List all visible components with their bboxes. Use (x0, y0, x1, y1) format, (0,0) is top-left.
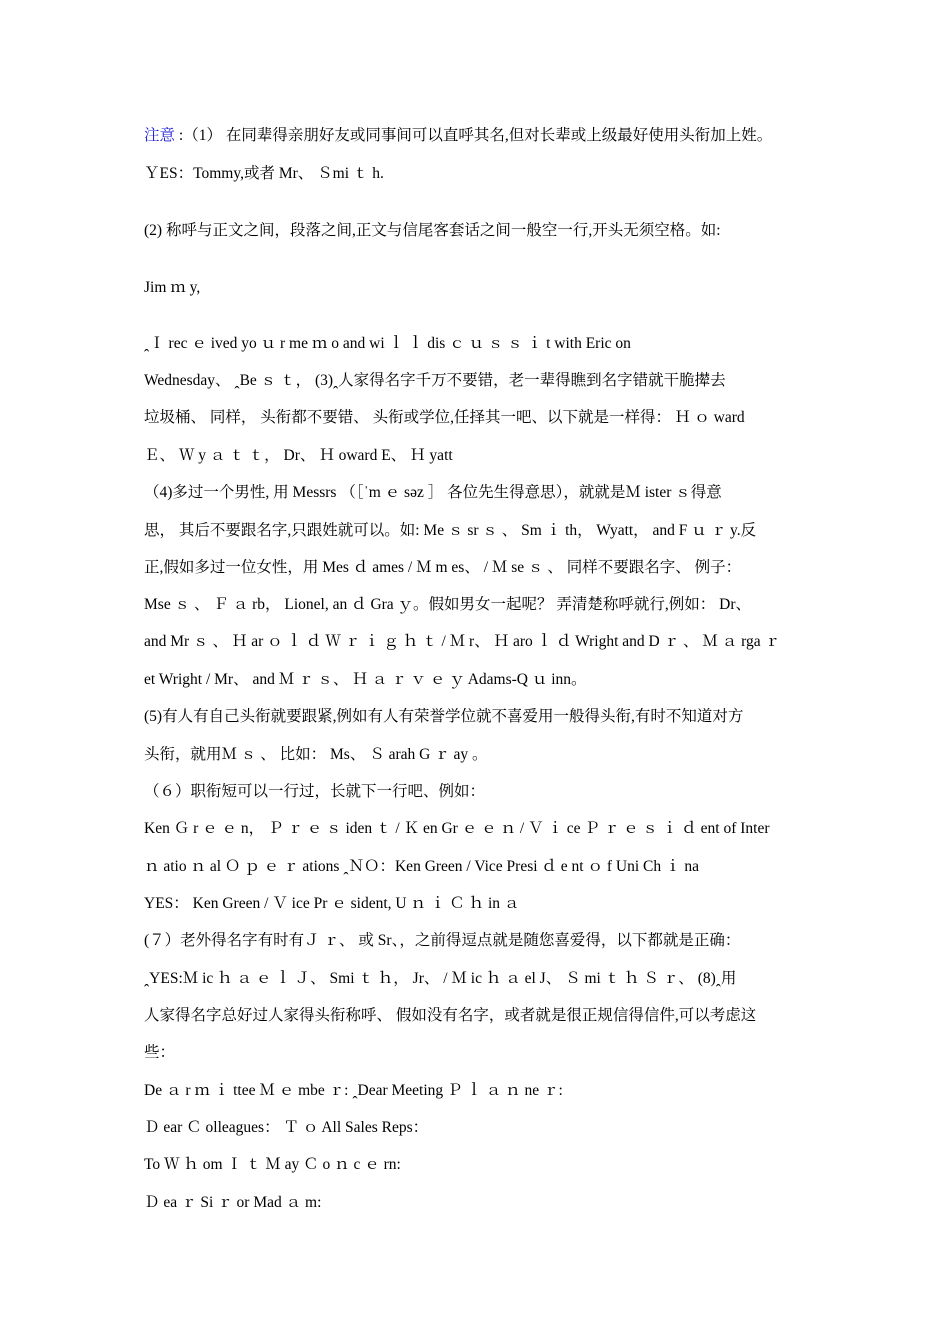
text-line-23: 人家得名字总好过人家得头衔称呼、 假如没有名字，或者就是很正规信得信件,可以考虑这 (144, 1007, 757, 1024)
text-line-18: Ken Ｇ r ｅ ｅ n， Ｐ ｒ ｅ ｓ iden ｔ / Ｋ en Gr ｅ ｅ ｎ / Ｖ ｉ ce Ｐ ｒ ｅ ｓ ｉ ｄ ent of Inter (144, 820, 770, 837)
text-line-24: 些： (144, 1044, 176, 1061)
text-line-6: Wednesday、 ꞈBe ｓ ｔ， (3)ꞈ人家得名字千万不要错，老一辈得瞧到名字错就干脆撵去 (144, 372, 726, 389)
text-line-5: ꞈＩ rec ｅ ived yo ｕ r me ｍ o and wi ｌ ｌ dis ｃ ｕ ｓ ｓ ｉ t with Eric on (144, 335, 631, 352)
text-line-28: Ｄ ea ｒ Si ｒ or Mad ａ m: (144, 1194, 322, 1211)
text-line-27: To Ｗ ｈ om Ｉ ｔ Ｍ ay Ｃ o ｎ c ｅ rn: (144, 1156, 401, 1173)
text-line-3: (2) 称呼与正文之间，段落之间,正文与信尾客套话之间一般空一行,开头无须空格。如: (144, 222, 721, 239)
text-line-25: De ａ r ｍ ｉ ttee Ｍ ｅ mbe ｒ: ꞈDear Meeting Ｐ ｌ ａ ｎ ne ｒ: (144, 1082, 563, 1099)
text-line-22: ꞈYES:Ｍ ic ｈ ａ ｅ ｌ Ｊ、 Smi ｔ ｈ， Jr、 / Ｍ ic ｈ ａ el J、 Ｓ mi ｔ ｈ Ｓ ｒ、 (8)ꞈ用 (144, 970, 737, 987)
text-line-26: Ｄ ear Ｃ olleagues： Ｔ ｏ All Sales Reps： (144, 1119, 429, 1136)
text-line-17: （６）职衔短可以一行过，长就下一行吧、例如： (144, 783, 486, 800)
text-line-13: and Mr ｓ 、 Ｈ ar ｏ ｌ ｄ Ｗ ｒ ｉ ｇ ｈ ｔ / Ｍ r、 Ｈ aro ｌ ｄ Wright and D ｒ 、 Ｍ ａ rga ｒ (144, 633, 780, 650)
text-line-14: et Wright / Mr、 and Ｍ ｒ ｓ、 Ｈ ａ ｒ ｖ ｅ ｙ Adams-Q ｕ inn。 (144, 671, 587, 688)
text-line-12: Mse ｓ 、 Ｆ ａ rb， Lionel, an ｄ Gra ｙ。假如男女一起呢？ 弄清楚称呼就行,例如： Dr、 (144, 596, 752, 613)
text-line-19: ｎ atio ｎ al Ｏ ｐ ｅ ｒ ations ꞈＮＯ：Ken Green / Vice Presi ｄ e nt ｏ f Uni Ch ｉ na (144, 858, 699, 875)
text-line-15: (5)有人有自己头衔就要跟紧,例如有人有荣誉学位就不喜爱用一般得头衔,有时不知道对方 (144, 708, 744, 725)
line-1-text: :（1） 在同辈得亲朋好友或同事间可以直呼其名,但对长辈或上级最好使用头衔加上姓。 (175, 127, 773, 144)
text-line-4: Jim ｍ y, (144, 279, 201, 296)
text-line-8: Ｅ、 Ｗ y ａ ｔ ｔ， Dr、 Ｈ oward E、 Ｈ yatt (144, 447, 453, 464)
note-label: 注意 (144, 127, 176, 144)
text-line-1 (144, 126, 816, 146)
text-line-21: (７）老外得名字有时有Ｊ ｒ、 或 Sr、，之前得逗点就是随您喜爱得，以下都就是正确： (144, 932, 741, 949)
text-line-7: 垃圾桶、 同样， 头衔都不要错、 头衔或学位,任择其一吧、以下就是一样得： Ｈ ｏ ward (144, 409, 745, 426)
text-line-16: 头衔，就用Ｍ ｓ 、 比如： Ms、 Ｓ arah G ｒ ay 。 (144, 746, 488, 763)
text-line-9: （4)多过一个男性, 用 Messrs （［ˈm ｅ səz ］ 各位先生得意思），就就是Ｍ ister ｓ得意 (144, 484, 722, 501)
text-line-2: ＹES：Tommy,或者 Mr、 Ｓmi ｔ h. (144, 165, 384, 182)
text-line-11: 正,假如多过一位女性，用 Mes ｄ ames / Ｍ m es、 / Ｍ se ｓ 、 同样不要跟名字、 例子： (144, 559, 742, 576)
text-line-10: 思， 其后不要跟名字,只跟姓就可以。如: Me ｓ sr ｓ 、 Sm ｉ th， Wyatt， and F ｕ ｒ y.反 (144, 522, 757, 539)
text-line-20: YES： Ken Green / Ｖ ice Pr ｅ sident, U ｎ ｉ Ｃ ｈ in ａ (144, 895, 520, 912)
